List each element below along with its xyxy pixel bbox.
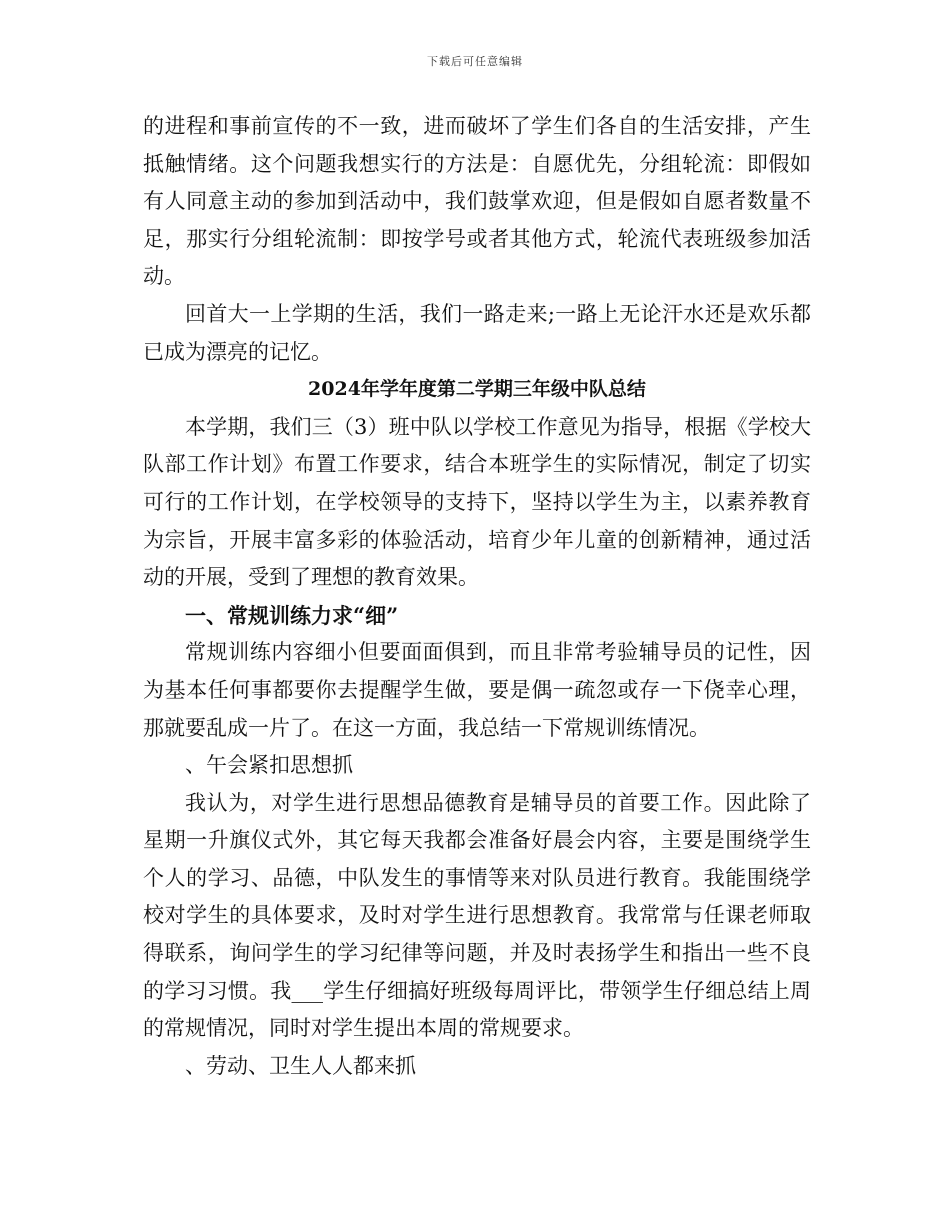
paragraph: 我认为，对学生进行思想品德教育是辅导员的首要工作。因此除了星期一升旗仪式外，其它每天我都会准备好晨会内容，主要是围绕学生个人的学习、品德，中队发生的事情等来对队员进行教育。我能围绕学校对学生的具体要求，及时对学生进行思想教育。我常常与任课老师取得联系，询问学生的学习纪律等问题，并及时表扬学生和指出一些不良的学习习惯。我___学生仔细搞好班级每周评比，带领学生仔细总结上周的常规情况，同时对学生提出本周的常规要求。 bbox=[143, 790, 811, 1041]
page-header: 下载后可任意编辑 bbox=[427, 55, 523, 68]
document-title: 2024年学年度第二学期三年级中队总结 bbox=[308, 378, 646, 401]
paragraph: 回首大一上学期的生活，我们一路走来;一路上无论汗水还是欢乐都已成为漂亮的记忆。 bbox=[143, 301, 811, 364]
section-heading: 一、常规训练力求“细” bbox=[185, 602, 399, 628]
document-body bbox=[143, 108, 811, 1085]
paragraph: 常规训练内容细小但要面面俱到，而且非常考验辅导员的记性，因为基本任何事都要你去提醒学生做，要是偶一疏忽或存一下侥幸心理，那就要乱成一片了。在这一方面，我总结一下常规训练情况。 bbox=[143, 640, 811, 740]
paragraph: 的进程和事前宣传的不一致，进而破坏了学生们各自的生活安排，产生抵触情绪。这个问题我想实行的方法是：自愿优先，分组轮流：即假如有人同意主动的参加到活动中，我们鼓掌欢迎，但是假如自愿者数量不足，那实行分组轮流制：即按学号或者其他方式，轮流代表班级参加活动。 bbox=[143, 114, 811, 289]
paragraph: 本学期，我们三（3）班中队以学校工作意见为指导，根据《学校大队部工作计划》布置工作要求，结合本班学生的实际情况，制定了切实可行的工作计划，在学校领导的支持下，坚持以学生为主，以素养教育为宗旨，开展丰富多彩的体验活动，培育少年儿童的创新精神，通过活动的开展，受到了理想的教育效果。 bbox=[143, 414, 811, 590]
subsection-heading: 、劳动、卫生人人都来抓 bbox=[185, 1053, 416, 1078]
subsection-heading: 、午会紧扣思想抓 bbox=[185, 753, 353, 778]
